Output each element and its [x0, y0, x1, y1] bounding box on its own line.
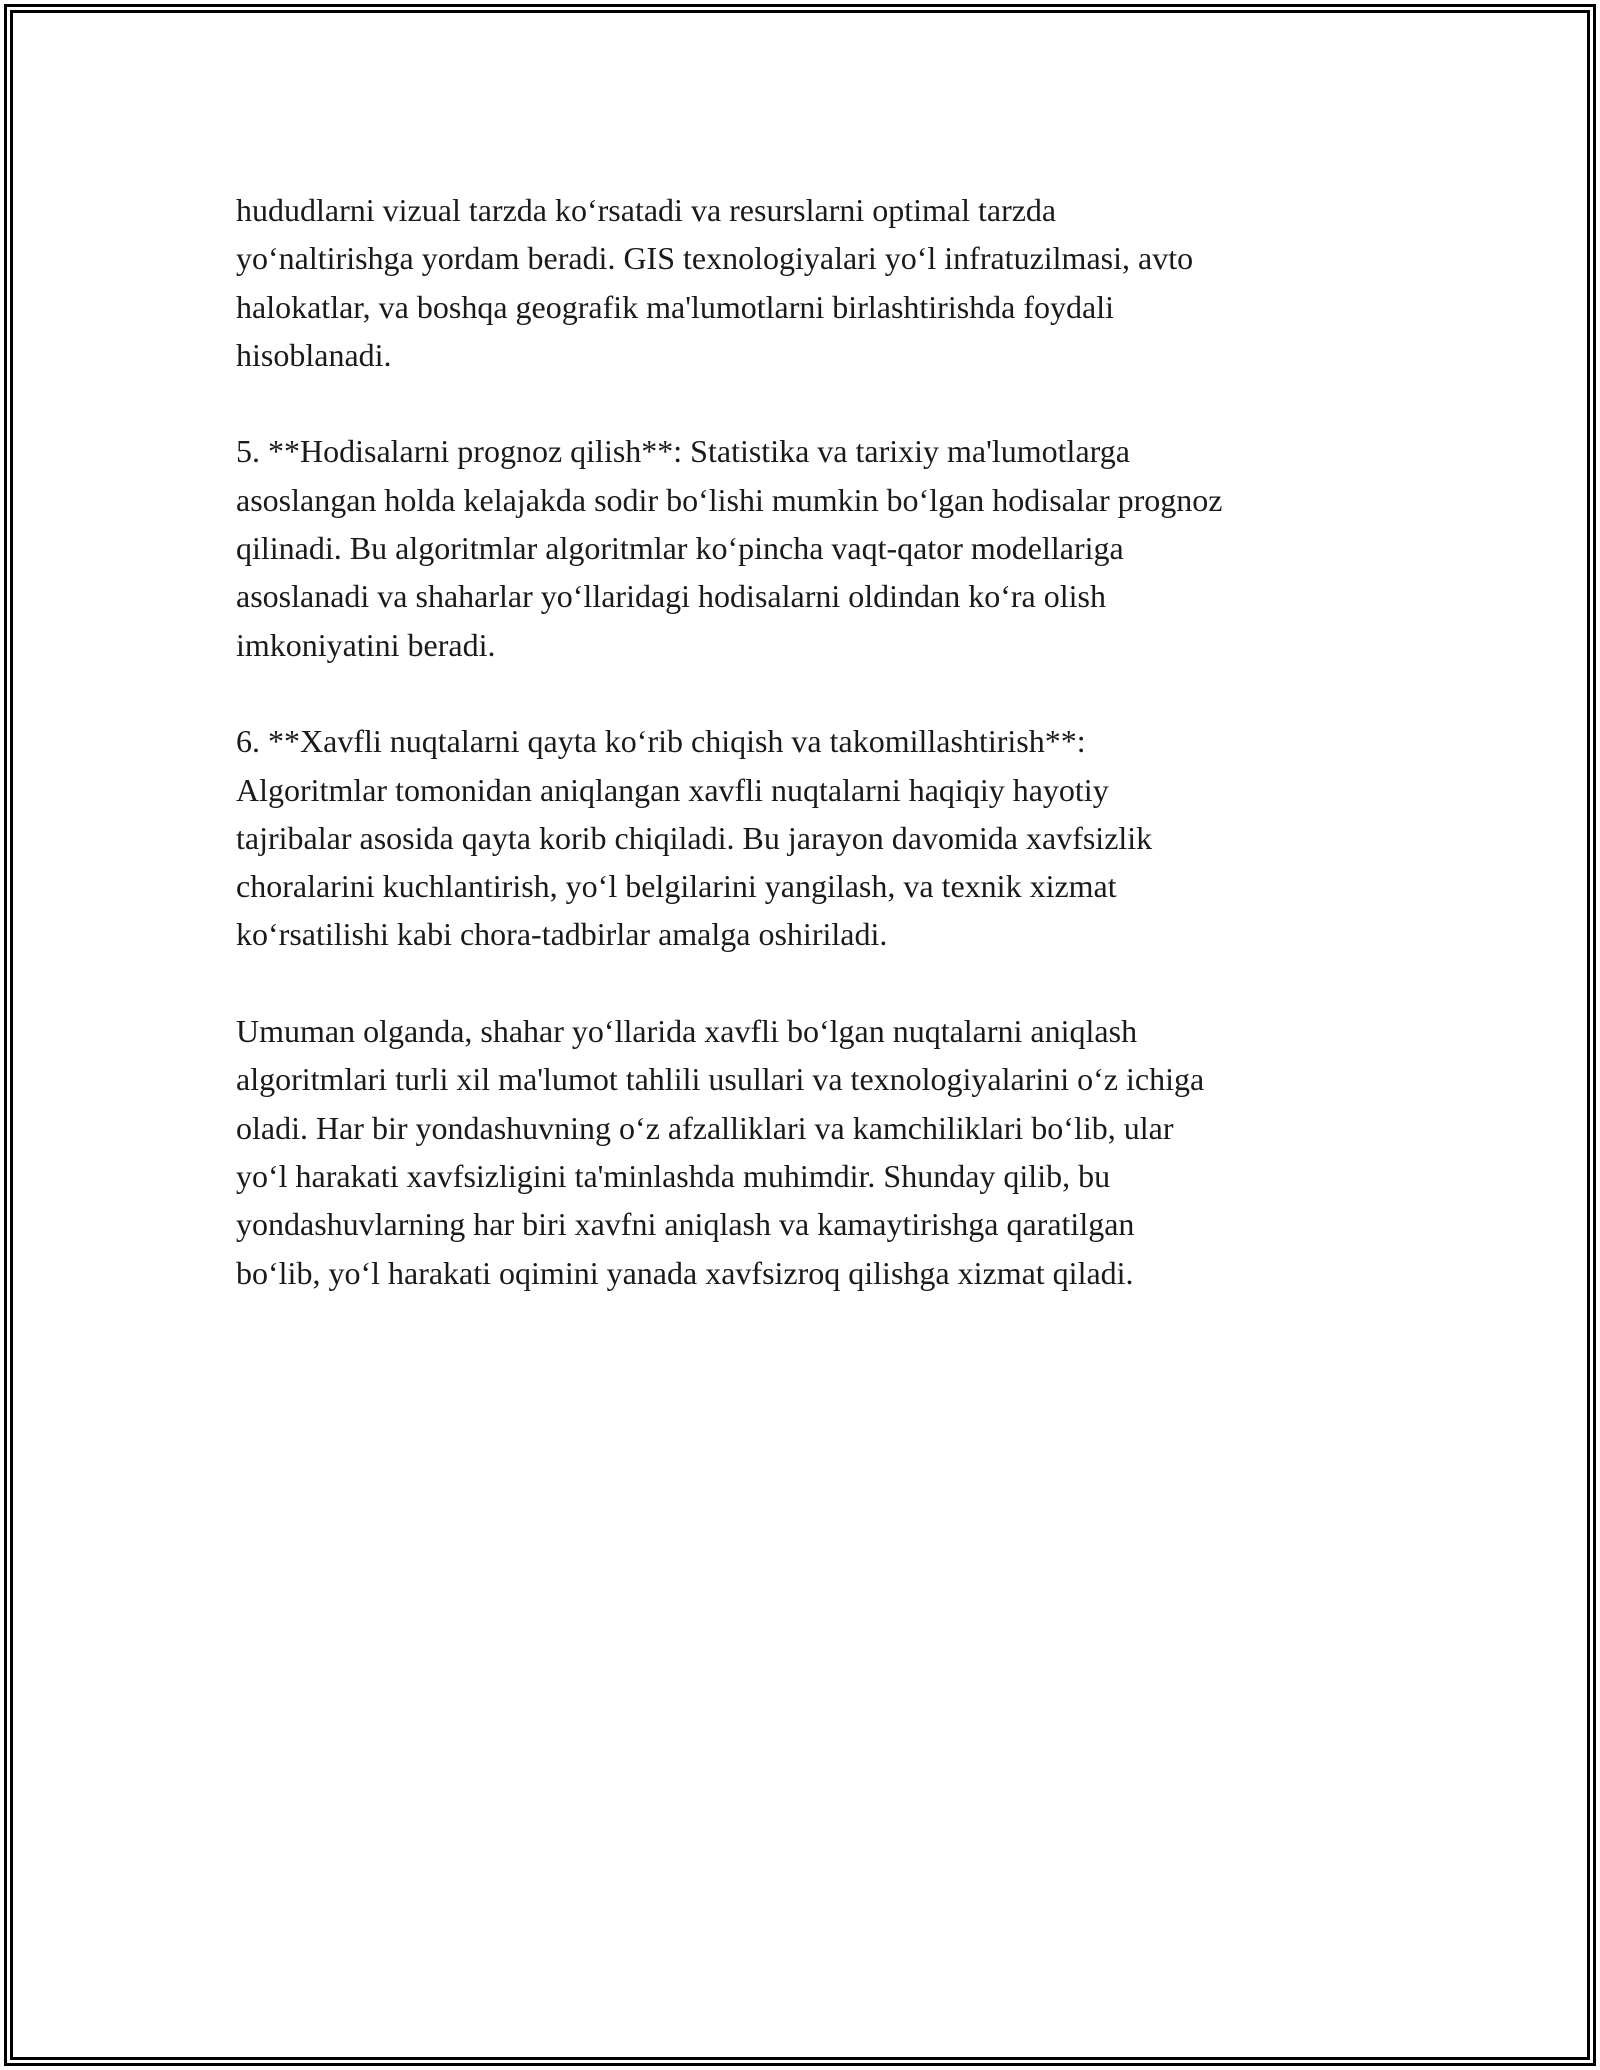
text-line: oladi. Har bir yondashuvning oʻz afzalliklari va kamchiliklari boʻlib, ular — [236, 1109, 1174, 1146]
text-line: yoʻl harakati xavfsizligini ta'minlashda muhimdir. Shunday qilib, bu — [236, 1157, 1111, 1194]
text-line: 6. **Xavfli nuqtalarni qayta koʻrib chiqish va takomillashtirish**: — [236, 723, 1086, 760]
text-line: choralarini kuchlantirish, yoʻl belgilarini yangilash, va texnik xizmat — [236, 868, 1117, 905]
document-body — [236, 186, 1376, 1345]
text-line: imkoniyatini beradi. — [236, 626, 496, 663]
text-line: halokatlar, va boshqa geografik ma'lumotlarni birlashtirishda foydali — [236, 288, 1115, 325]
text-line: algoritmlari turli xil ma'lumot tahlili usullari va texnologiyalarini oʻz ichiga — [236, 1061, 1205, 1098]
paragraph-gis — [236, 186, 1376, 379]
text-line: qilinadi. Bu algoritmlar algoritmlar koʻpincha vaqt-qator modellariga — [236, 530, 1124, 567]
text-line: 5. **Hodisalarni prognoz qilish**: Statistika va tarixiy ma'lumotlarga — [236, 433, 1130, 470]
paragraph-conclusion — [236, 1007, 1376, 1297]
text-line: hududlarni vizual tarzda koʻrsatadi va resurslarni optimal tarzda — [236, 192, 1057, 228]
text-line: Umuman olganda, shahar yoʻllarida xavfli boʻlgan nuqtalarni aniqlash — [236, 1013, 1138, 1050]
paragraph-item-5 — [236, 427, 1376, 668]
text-line: yoʻnaltirishga yordam beradi. GIS texnologiyalari yoʻl infratuzilmasi, avto — [236, 240, 1194, 277]
text-line: asoslangan holda kelajakda sodir boʻlishi mumkin boʻlgan hodisalar prognoz — [236, 481, 1223, 518]
text-line: hisoblanadi. — [236, 336, 392, 373]
text-line: boʻlib, yoʻl harakati oqimini yanada xavfsizroq qilishga xizmat qiladi. — [236, 1254, 1134, 1291]
text-line: yondashuvlarning har biri xavfni aniqlash va kamaytirishga qaratilgan — [236, 1206, 1135, 1243]
paragraph-item-6 — [236, 717, 1376, 958]
text-line: asoslanadi va shaharlar yoʻllaridagi hodisalarni oldindan koʻra olish — [236, 578, 1106, 615]
text-line: tajribalar asosida qayta korib chiqiladi. Bu jarayon davomida xavfsizlik — [236, 819, 1153, 856]
text-line: Algoritmlar tomonidan aniqlangan xavfli nuqtalarni haqiqiy hayotiy — [236, 771, 1109, 808]
text-line: koʻrsatilishi kabi chora-tadbirlar amalga oshiriladi. — [236, 916, 888, 953]
